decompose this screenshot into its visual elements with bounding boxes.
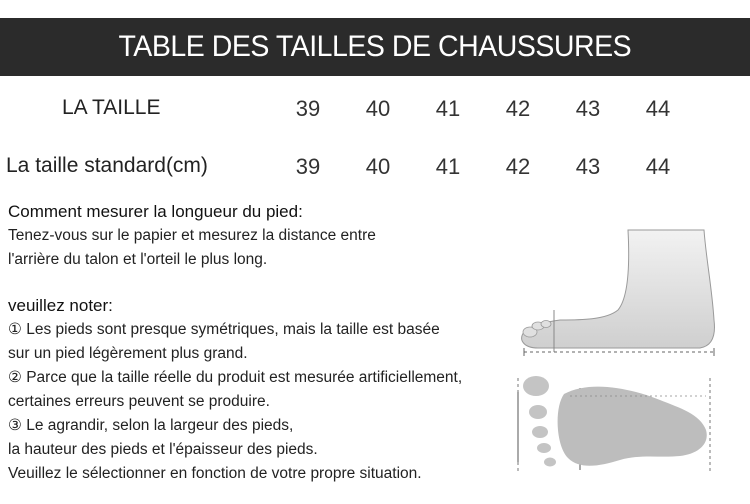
size-cell: 39 bbox=[295, 154, 321, 179]
foot-sole-figure bbox=[510, 374, 720, 489]
instructions-block bbox=[8, 200, 508, 486]
size-cell: 42 bbox=[505, 96, 531, 121]
measure-line: Tenez-vous sur le papier et mesurez la distance entre bbox=[8, 227, 376, 244]
size-cell: 43 bbox=[575, 96, 601, 121]
note-line: ① Les pieds sont presque symétriques, mais la taille est basée bbox=[8, 321, 440, 338]
size-cell: 41 bbox=[435, 154, 461, 179]
row-label-standard-cm: La taille standard(cm) bbox=[6, 154, 208, 177]
note-line: ② Parce que la taille réelle du produit est mesurée artificiellement, bbox=[8, 369, 463, 386]
note-line: certaines erreurs peuvent se produire. bbox=[8, 393, 270, 410]
size-cell: 43 bbox=[575, 154, 601, 179]
measure-line: l'arrière du talon et l'orteil le plus long. bbox=[8, 251, 268, 268]
measure-title: Comment mesurer la longueur du pied: bbox=[8, 202, 303, 221]
size-cell: 39 bbox=[295, 96, 321, 121]
size-cell: 44 bbox=[645, 154, 671, 179]
size-cell: 41 bbox=[435, 96, 461, 121]
size-row-standard-cm bbox=[0, 146, 750, 186]
note-title: veuillez noter: bbox=[8, 296, 113, 315]
footprint-sole-icon bbox=[510, 374, 720, 484]
size-cell: 40 bbox=[365, 154, 391, 179]
row-label-taille: LA TAILLE bbox=[62, 96, 161, 119]
size-cell: 42 bbox=[505, 154, 531, 179]
note-line: sur un pied légèrement plus grand. bbox=[8, 345, 248, 362]
note-line: ③ Le agrandir, selon la largeur des pieds, bbox=[8, 417, 294, 434]
size-cell: 44 bbox=[645, 96, 671, 121]
note-line: la hauteur des pieds et l'épaisseur des pieds. bbox=[8, 441, 318, 458]
size-row-taille bbox=[0, 88, 750, 128]
page-title: TABLE DES TAILLES DE CHAUSSURES bbox=[118, 30, 632, 63]
header-banner bbox=[0, 18, 750, 76]
note-line: Veuillez le sélectionner en fonction de votre propre situation. bbox=[8, 465, 422, 482]
size-cell: 40 bbox=[365, 96, 391, 121]
